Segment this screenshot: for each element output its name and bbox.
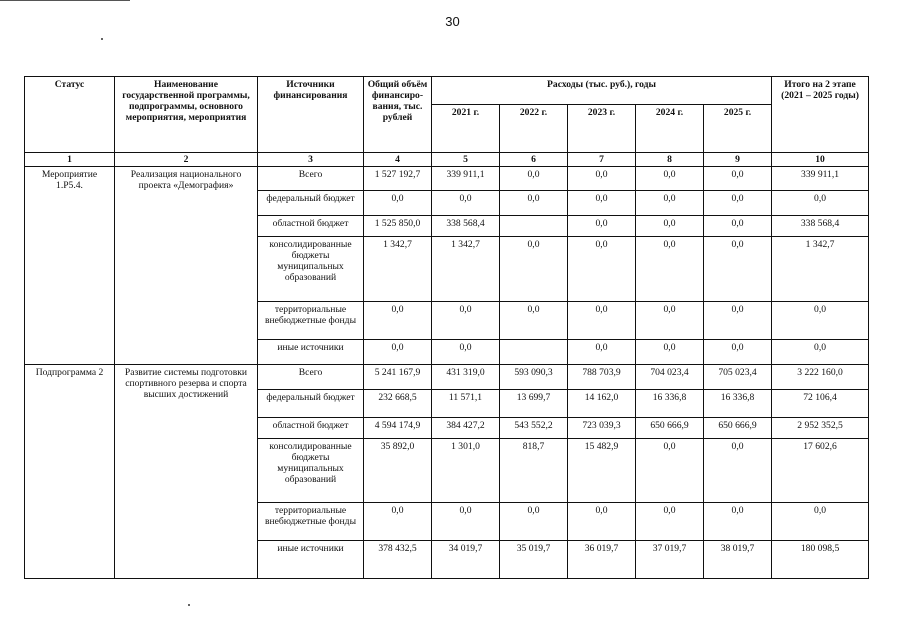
- column-number: 8: [636, 153, 704, 167]
- cell-total: 1 342,7: [364, 237, 432, 302]
- cell-year: 704 023,4: [636, 365, 704, 390]
- cell-final: 0,0: [772, 302, 869, 340]
- row-source: областной бюджет: [258, 216, 364, 237]
- cell-year: 37 019,7: [636, 541, 704, 579]
- column-number: 2: [115, 153, 258, 167]
- header-expenses: Расходы (тыс. руб.), годы: [432, 77, 772, 105]
- table-row: [25, 167, 869, 191]
- cell-year: 0,0: [432, 340, 500, 365]
- cell-total: 1 527 192,7: [364, 167, 432, 191]
- cell-final: 180 098,5: [772, 541, 869, 579]
- cell-total: 0,0: [364, 191, 432, 216]
- row-source: консолидированные бюджеты муниципальных образований: [258, 439, 364, 503]
- cell-year: 1 342,7: [432, 237, 500, 302]
- row-source: федеральный бюджет: [258, 191, 364, 216]
- cell-year: 0,0: [636, 340, 704, 365]
- cell-year: 0,0: [636, 439, 704, 503]
- cell-total: 0,0: [364, 503, 432, 541]
- cell-year: 0,0: [636, 503, 704, 541]
- column-number: 7: [568, 153, 636, 167]
- column-number: 4: [364, 153, 432, 167]
- row-source: консолидированные бюджеты муниципальных образований: [258, 237, 364, 302]
- cell-year: 705 023,4: [704, 365, 772, 390]
- header-year: 2024 г.: [636, 105, 704, 153]
- cell-year: 0,0: [704, 191, 772, 216]
- cell-year: [500, 340, 568, 365]
- cell-year: 0,0: [636, 191, 704, 216]
- cell-year: 0,0: [568, 237, 636, 302]
- row-status: Подпрограмма 2: [25, 365, 115, 579]
- cell-year: 0,0: [568, 167, 636, 191]
- header-name: Наименование государственной программы, подпрограммы, основного мероприятия, мероприятия: [115, 77, 258, 153]
- cell-year: 0,0: [500, 302, 568, 340]
- cell-year: 0,0: [704, 302, 772, 340]
- cell-year: 0,0: [500, 503, 568, 541]
- cell-total: 5 241 167,9: [364, 365, 432, 390]
- row-source: областной бюджет: [258, 418, 364, 439]
- budget-table: [24, 76, 869, 579]
- cell-year: 0,0: [568, 302, 636, 340]
- cell-year: 0,0: [704, 503, 772, 541]
- cell-year: 1 301,0: [432, 439, 500, 503]
- row-source: территориальные внебюджетные фонды: [258, 503, 364, 541]
- header-final: Итого на 2 этапе (2021 – 2025 годы): [772, 77, 869, 153]
- row-source: федеральный бюджет: [258, 390, 364, 418]
- header-sources: Источники финансирования: [258, 77, 364, 153]
- cell-total: 0,0: [364, 302, 432, 340]
- cell-year: 0,0: [432, 503, 500, 541]
- header-year: 2022 г.: [500, 105, 568, 153]
- row-status: Мероприятие 1.Р5.4.: [25, 167, 115, 365]
- cell-year: 0,0: [568, 340, 636, 365]
- cell-year: [500, 216, 568, 237]
- cell-total: 0,0: [364, 340, 432, 365]
- header-total: Общий объём финансиро-вания, тыс. рублей: [364, 77, 432, 153]
- cell-final: 338 568,4: [772, 216, 869, 237]
- cell-year: 0,0: [636, 237, 704, 302]
- cell-year: 15 482,9: [568, 439, 636, 503]
- cell-year: 338 568,4: [432, 216, 500, 237]
- column-number: 5: [432, 153, 500, 167]
- cell-year: 16 336,8: [704, 390, 772, 418]
- cell-year: 0,0: [704, 216, 772, 237]
- header-year: 2023 г.: [568, 105, 636, 153]
- cell-final: 72 106,4: [772, 390, 869, 418]
- cell-total: 1 525 850,0: [364, 216, 432, 237]
- cell-final: 1 342,7: [772, 237, 869, 302]
- scan-speck: [101, 38, 103, 40]
- row-source: иные источники: [258, 541, 364, 579]
- cell-year: 0,0: [704, 167, 772, 191]
- cell-final: 3 222 160,0: [772, 365, 869, 390]
- cell-year: 34 019,7: [432, 541, 500, 579]
- cell-year: 14 162,0: [568, 390, 636, 418]
- cell-total: 378 432,5: [364, 541, 432, 579]
- cell-year: 13 699,7: [500, 390, 568, 418]
- cell-year: 0,0: [704, 340, 772, 365]
- cell-year: 431 319,0: [432, 365, 500, 390]
- row-name: Развитие системы подготовки спортивного резерва и спорта высших достижений: [115, 365, 258, 579]
- row-name: Реализация национального проекта «Демография»: [115, 167, 258, 365]
- row-source: иные источники: [258, 340, 364, 365]
- header-status: Статус: [25, 77, 115, 153]
- cell-final: 17 602,6: [772, 439, 869, 503]
- cell-year: 16 336,8: [636, 390, 704, 418]
- cell-year: 0,0: [568, 191, 636, 216]
- cell-year: 0,0: [636, 167, 704, 191]
- cell-year: 36 019,7: [568, 541, 636, 579]
- cell-final: 0,0: [772, 503, 869, 541]
- row-source: Всего: [258, 365, 364, 390]
- row-source: Всего: [258, 167, 364, 191]
- cell-total: 232 668,5: [364, 390, 432, 418]
- column-number: 9: [704, 153, 772, 167]
- cell-year: 0,0: [432, 191, 500, 216]
- cell-year: 0,0: [500, 237, 568, 302]
- cell-year: 0,0: [500, 167, 568, 191]
- cell-year: 384 427,2: [432, 418, 500, 439]
- cell-year: 0,0: [432, 302, 500, 340]
- cell-year: 543 552,2: [500, 418, 568, 439]
- column-number-row: [25, 153, 869, 167]
- cell-final: 0,0: [772, 340, 869, 365]
- page-number: 30: [445, 14, 460, 29]
- cell-year: 38 019,7: [704, 541, 772, 579]
- cell-year: 0,0: [704, 439, 772, 503]
- cell-total: 35 892,0: [364, 439, 432, 503]
- cell-year: 0,0: [636, 216, 704, 237]
- cell-year: 11 571,1: [432, 390, 500, 418]
- cell-year: 650 666,9: [704, 418, 772, 439]
- row-source: территориальные внебюджетные фонды: [258, 302, 364, 340]
- column-number: 6: [500, 153, 568, 167]
- cell-year: 339 911,1: [432, 167, 500, 191]
- cell-year: 788 703,9: [568, 365, 636, 390]
- cell-total: 4 594 174,9: [364, 418, 432, 439]
- cell-year: 0,0: [704, 237, 772, 302]
- cell-year: 0,0: [568, 216, 636, 237]
- cell-year: 35 019,7: [500, 541, 568, 579]
- cell-year: 593 090,3: [500, 365, 568, 390]
- cell-final: 2 952 352,5: [772, 418, 869, 439]
- column-number: 10: [772, 153, 869, 167]
- top-rule: [0, 0, 130, 1]
- cell-year: 723 039,3: [568, 418, 636, 439]
- cell-year: 818,7: [500, 439, 568, 503]
- scan-speck: [188, 604, 190, 606]
- header-year: 2021 г.: [432, 105, 500, 153]
- cell-year: 0,0: [636, 302, 704, 340]
- cell-year: 0,0: [500, 191, 568, 216]
- cell-year: 0,0: [568, 503, 636, 541]
- cell-final: 0,0: [772, 191, 869, 216]
- table-row: [25, 365, 869, 390]
- header-year: 2025 г.: [704, 105, 772, 153]
- cell-final: 339 911,1: [772, 167, 869, 191]
- column-number: 3: [258, 153, 364, 167]
- cell-year: 650 666,9: [636, 418, 704, 439]
- column-number: 1: [25, 153, 115, 167]
